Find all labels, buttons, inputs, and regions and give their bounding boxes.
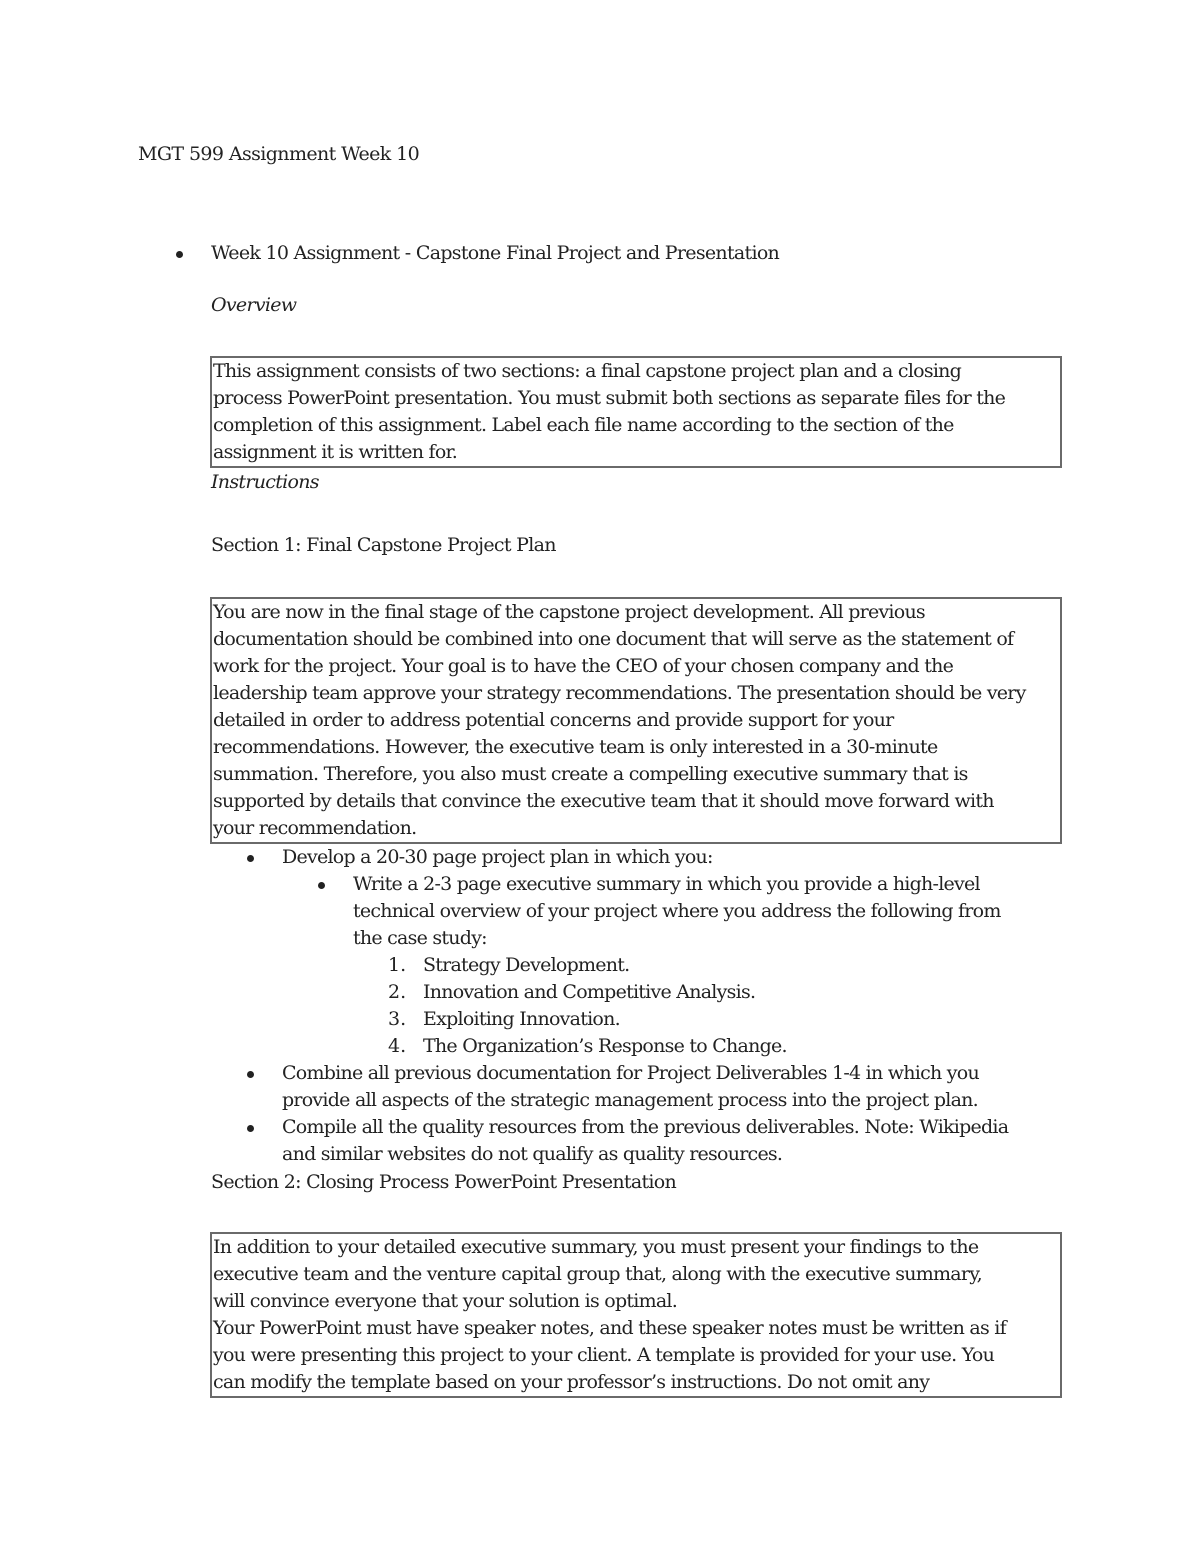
overview-line: This assignment consists of two sections: a final capstone project plan and a closing — [213, 360, 962, 382]
list-item-combine-cont: provide all aspects of the strategic management process into the project plan. — [282, 1089, 978, 1111]
list-number: 1. — [388, 954, 407, 976]
numbered-item-exploiting: Exploiting Innovation. — [423, 1008, 620, 1030]
overview-heading: Overview — [211, 294, 297, 316]
section1-box-line: documentation should be combined into one document that will serve as the statement of — [213, 628, 1014, 650]
list-item-executive-summary: Write a 2-3 page executive summary in which you provide a high-level — [353, 873, 980, 895]
overview-line: assignment it is written for. — [213, 441, 458, 463]
main-bullet-text: Week 10 Assignment - Capstone Final Project and Presentation — [211, 242, 780, 264]
section1-box-line: You are now in the final stage of the capstone project development. All previous — [213, 601, 925, 623]
overview-box — [210, 356, 1062, 468]
overview-line: completion of this assignment. Label each file name according to the section of the — [213, 414, 954, 436]
numbered-item-innovation: Innovation and Competitive Analysis. — [423, 981, 756, 1003]
list-number: 3. — [388, 1008, 407, 1030]
list-item-executive-summary-cont: technical overview of your project where you address the following from — [353, 900, 1001, 922]
overview-line: process PowerPoint presentation. You must submit both sections as separate files for the — [213, 387, 1006, 409]
section2-heading: Section 2: Closing Process PowerPoint Presentation — [211, 1171, 677, 1193]
numbered-item-response: The Organization’s Response to Change. — [423, 1035, 787, 1057]
section2-box-line: In addition to your detailed executive summary, you must present your findings to the — [213, 1236, 979, 1258]
bullet-icon — [247, 1071, 254, 1078]
bullet-icon — [247, 855, 254, 862]
document-title: MGT 599 Assignment Week 10 — [138, 143, 420, 165]
sub-bullet-icon — [318, 882, 325, 889]
section1-box-line: your recommendation. — [213, 817, 417, 839]
list-item-develop: Develop a 20-30 page project plan in which you: — [282, 846, 713, 868]
section2-box-line: will convince everyone that your solution is optimal. — [213, 1290, 678, 1312]
section1-box-line: detailed in order to address potential concerns and provide support for your — [213, 709, 894, 731]
numbered-item-strategy: Strategy Development. — [423, 954, 630, 976]
section1-box-line: summation. Therefore, you also must create a compelling executive summary that is — [213, 763, 968, 785]
section2-box-line: executive team and the venture capital group that, along with the executive summary, — [213, 1263, 982, 1285]
section2-box-line: you were presenting this project to your client. A template is provided for your use. You — [213, 1344, 995, 1366]
section2-box-line: can modify the template based on your professor’s instructions. Do not omit any — [213, 1371, 930, 1393]
list-item-compile-cont: and similar websites do not qualify as quality resources. — [282, 1143, 783, 1165]
list-item-combine: Combine all previous documentation for Project Deliverables 1-4 in which you — [282, 1062, 979, 1084]
list-item-executive-summary-cont: the case study: — [353, 927, 487, 949]
list-number: 2. — [388, 981, 407, 1003]
list-number: 4. — [388, 1035, 407, 1057]
bullet-icon — [247, 1125, 254, 1132]
bullet-icon — [176, 251, 183, 258]
section1-box-line: leadership team approve your strategy recommendations. The presentation should be very — [213, 682, 1026, 704]
section2-box — [210, 1232, 1062, 1398]
section1-box-line: supported by details that convince the executive team that it should move forward with — [213, 790, 994, 812]
section2-box-line: Your PowerPoint must have speaker notes, and these speaker notes must be written as if — [213, 1317, 1006, 1339]
section1-box-line: work for the project. Your goal is to have the CEO of your chosen company and the — [213, 655, 954, 677]
section1-heading: Section 1: Final Capstone Project Plan — [211, 534, 556, 556]
list-item-compile: Compile all the quality resources from the previous deliverables. Note: Wikipedia — [282, 1116, 1009, 1138]
section1-box-line: recommendations. However, the executive team is only interested in a 30-minute — [213, 736, 938, 758]
instructions-heading: Instructions — [211, 471, 319, 493]
section1-box — [210, 597, 1062, 844]
